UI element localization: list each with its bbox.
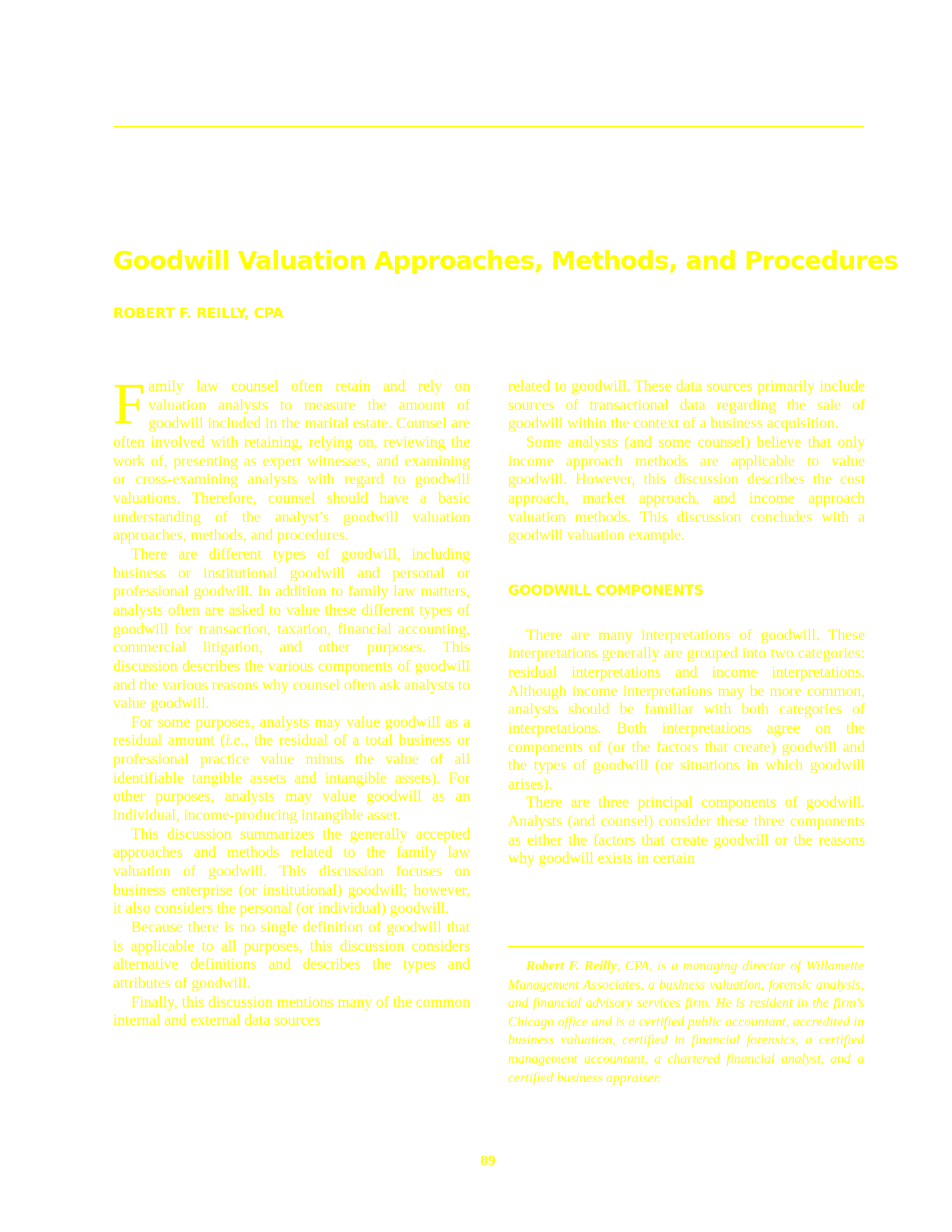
paragraph-text: , the residual of a total business or professional practice value minus the value of all identifiable tangible assets and intangible assets). For other purposes, analysts may value goodwill as an individual, income-producing intangible asset. bbox=[113, 732, 470, 825]
paragraph-interpretations: There are many interpretations of goodwill. These interpretations generally are grouped into two categories: residual interpretations and income interpretations. Although income interpretations may be more common, analysts should be familiar with both categories of interpretations. Both interpretations agree on the components of (or the factors that create) goodwill and the types of goodwill (or situations in which goodwill arises). bbox=[508, 626, 865, 793]
paragraph-residual-amount bbox=[113, 714, 470, 826]
intro-text: amily law counsel often retain and rely on valuation analysts to measure the amount of goodwill included in the marital estate. Counsel are often involved with retaining, relying on, reviewing the work of, presenting as expert witnesses, and examining or cross-examining analysts with regard to goodwill valuations. Therefore, counsel should have a basic understanding of the analyst’s goodwill valuation approaches, methods, and procedures. bbox=[113, 378, 470, 545]
author-footnote bbox=[508, 957, 864, 1087]
intro-paragraph bbox=[113, 371, 470, 546]
right-column bbox=[508, 378, 865, 869]
paragraph-continued: related to goodwill. These data sources primarily include sources of transactional data regarding the sale of goodwill within the context of a business acquisition. bbox=[508, 378, 865, 433]
article-title: Goodwill Valuation Approaches, Methods, and Procedures bbox=[113, 246, 898, 275]
left-column bbox=[113, 371, 470, 1031]
section-heading: GOODWILL COMPONENTS bbox=[508, 582, 704, 599]
paragraph-data-sources: Finally, this discussion mentions many of the common internal and external data sources bbox=[113, 993, 470, 1030]
drop-cap: F bbox=[113, 371, 146, 436]
paragraph-summary: This discussion summarizes the generally accepted approaches and methods related to the family law valuation of goodwill. This discussion focuses on business enterprise (or institutional) goodwill; however, it also considers the personal (or individual) goodwill. bbox=[113, 825, 470, 918]
footnote-author-name: Robert F. Reilly bbox=[526, 958, 617, 973]
paragraph-definition: Because there is no single definition of goodwill that is applicable to all purposes, this discussion considers alternative definitions and describes the types and attributes of goodwill. bbox=[113, 919, 470, 992]
page-number: 89 bbox=[480, 1153, 496, 1169]
paragraph-income-approach: Some analysts (and some counsel) believe that only income approach methods are applicable to value goodwill. However, this discussion describes the cost approach, market approach, and income approach valuation methods. This discussion concludes with a goodwill valuation example. bbox=[508, 433, 865, 545]
italic-abbreviation: i.e. bbox=[225, 732, 245, 750]
author-byline: ROBERT F. REILLY, CPA bbox=[113, 306, 284, 322]
footnote-text: , CPA, is a managing director of Willamette Management Associates, a business valuation, forensic analysis, and financial advisory services firm. He is resident in the firm’s Chicago office and is a certified public accountant, accredited in business valuation, certified in financial forensics, a certified management accountant, a chartered financial analyst, and a certified business appraiser. bbox=[508, 958, 864, 1085]
header-rule bbox=[113, 126, 864, 127]
paragraph-components: There are three principal components of goodwill. Analysts (and counsel) consider these three components as either the factors that create goodwill or the reasons why goodwill exists in certain bbox=[508, 794, 865, 868]
footnote-rule bbox=[508, 946, 864, 947]
paragraph-goodwill-types: There are different types of goodwill, including business or institutional goodwill and personal or professional goodwill. In addition to family law matters, analysts often are asked to value these different types of goodwill for transaction, taxation, financial accounting, commercial litigation, and other purposes. This discussion describes the various components of goodwill and the various reasons why counsel often ask analysts to value goodwill. bbox=[113, 545, 470, 713]
paragraph-text: For some purposes, analysts may value goodwill as a residual amount ( bbox=[113, 713, 470, 750]
